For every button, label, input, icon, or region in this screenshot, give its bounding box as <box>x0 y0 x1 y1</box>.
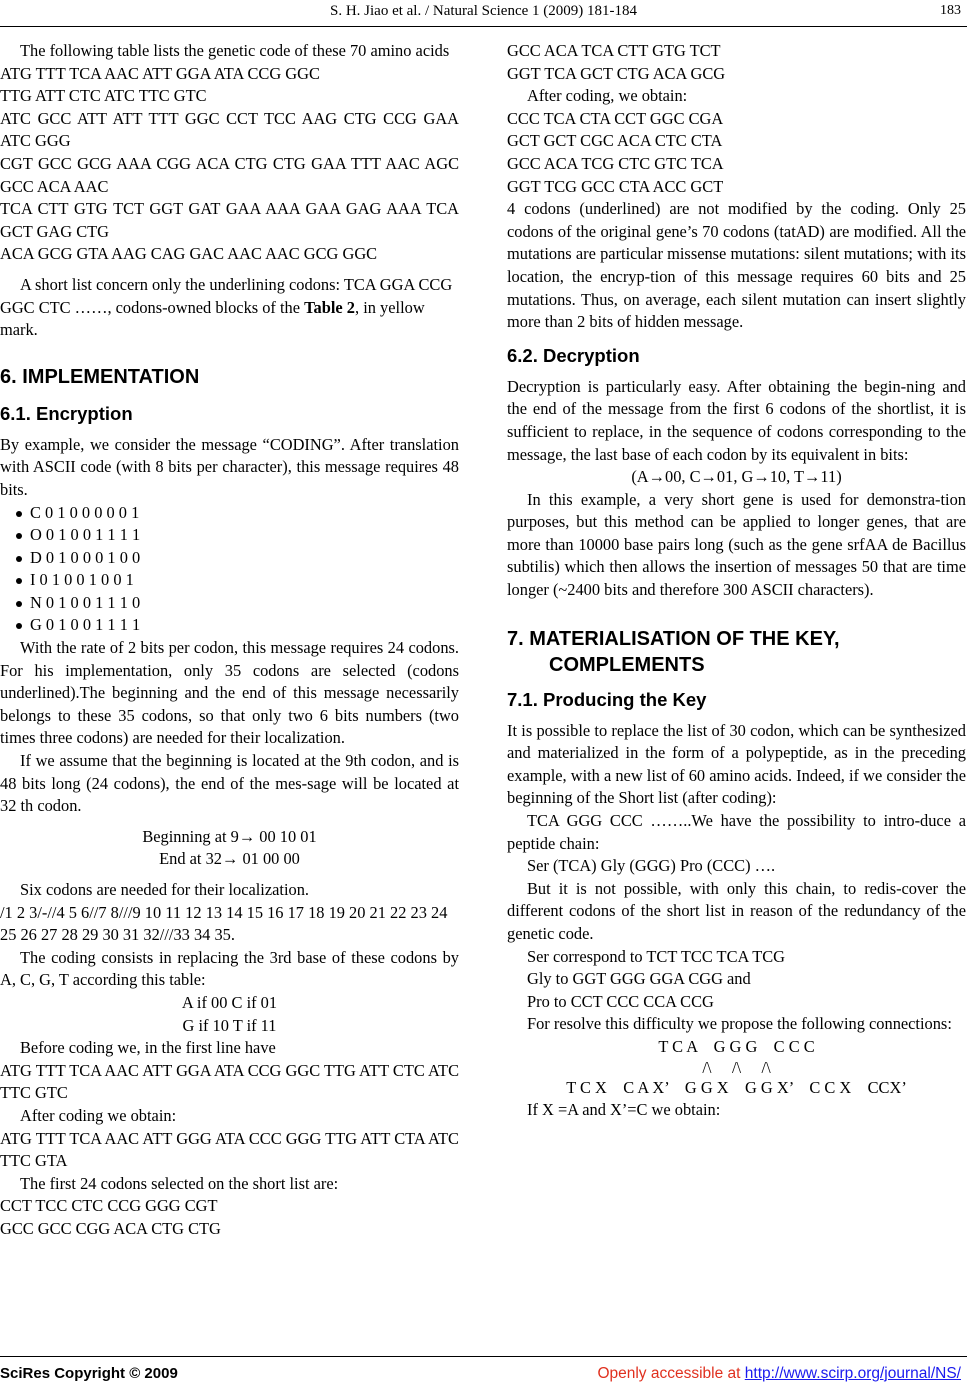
key-paragraph: It is possible to replace the list of 30 codon, which can be synthesized and materialized in the form of a polypeptide, as in the preceding example, with a new list of 60 amino acids. Indeed, if we consider the beginning of the Short list (after coding): <box>507 720 966 808</box>
section-heading-materialisation: 7. MATERIALISATION OF THE KEY, COMPLEMENTS <box>507 627 840 676</box>
shortlist-row: GCC ACA TCA CTT GTG TCT <box>507 41 721 60</box>
shortlist-row: CCT TCC CTC CCG GGG CGT <box>0 1196 218 1216</box>
peptide-chain: Ser (TCA) Gly (GGG) Pro (CCC) …. <box>527 856 776 876</box>
table-reference[interactable]: Table 2 <box>304 297 355 317</box>
list-item: O 0 1 0 0 1 1 1 1 <box>16 524 459 547</box>
subsection-heading-encryption: 6.1. Encryption <box>0 402 133 424</box>
section-heading-implementation: 6. IMPLEMENTATION <box>0 365 200 388</box>
if-x-line: If X =A and X’=C we obtain: <box>527 1100 721 1120</box>
code-line: TCA CTT GTG TCT GGT GAT GAA AAA GAA GAG AAA TCA GCT GAG CTG <box>0 199 459 241</box>
after-line: After coding we obtain: <box>20 1105 177 1125</box>
encryption-paragraph: By example, we consider the message “CODING”. After translation with ASCII code (with 8 bits per character), this message requires 48 bits. <box>0 434 459 499</box>
bit-list <box>0 502 459 638</box>
shortlist-paragraph: A short list concern only the underlining codons: TCA GGA CCG GGC CTC ……, codons-owned blocks of the Table 2, in yellow mark. <box>0 274 453 340</box>
list-item: C 0 1 0 0 0 0 0 1 <box>16 502 459 525</box>
code-line: TTG ATT CTC ATC TTC GTC <box>0 86 207 106</box>
page-footer <box>0 1356 967 1389</box>
subsection-heading-decryption: 6.2. Decryption <box>507 344 640 366</box>
modified-paragraph: 4 codons (underlined) are not modified by the coding. Only 25 codons of the original gene’s 70 codons (tatAD) are modified. All the mutations are particular missense mutations: silent mutations; with its location, the encryp-tion of this message requires 60 bits and 25 mutations. Thus, on average, each silent mutation can insert slightly more than 2 bits of hidden message. <box>507 199 966 332</box>
end-line: End at 32→ 01 00 00 <box>159 849 300 869</box>
redundancy-paragraph: But it is not possible, with only this chain, to redis-cover the different codons of the short list in reason of the redundancy of the genetic code. <box>507 878 966 943</box>
resolve-paragraph: For resolve this difficulty we propose the following connections: <box>527 1014 952 1034</box>
result-row: GCC ACA TCG CTC GTC TCA <box>507 153 724 173</box>
result-row: GCT GCT CGC ACA CTC CTA <box>507 131 723 151</box>
code-line: ACA GCG GTA AAG CAG GAC AAC AAC GCG GGC <box>0 244 378 264</box>
mapping-line: A if 00 C if 01 <box>181 992 278 1012</box>
list-item: D 0 1 0 0 0 1 0 0 <box>16 547 459 570</box>
gly-line: Gly to GGT GGG GGA CGG and <box>527 969 751 989</box>
connection-branches: /\ /\ /\ <box>702 1057 771 1077</box>
decryption-paragraph: Decryption is particularly easy. After obtaining the begin-ning and the end of the message from the first 6 codons of the shortlist, it is sufficient to replace, in the sequence of codons corresponding to the message, the last base of each codon by its equivalent in bits: <box>507 376 966 464</box>
copyright-notice: SciRes Copyright © 2009 <box>0 1365 178 1382</box>
peptide-paragraph: TCA GGG CCC ……..We have the possibility to intro-duce a peptide chain: <box>507 811 966 853</box>
running-header <box>0 0 967 27</box>
first24-line: The first 24 codons selected on the short list are: <box>20 1173 339 1193</box>
connection-codons: T C A G G G C C C <box>658 1036 815 1056</box>
list-item: G 0 1 0 0 1 1 1 1 <box>16 614 459 637</box>
coding-paragraph: The coding consists in replacing the 3rd base of these codons by A, C, G, T according this table: <box>0 947 459 990</box>
left-column <box>0 40 459 1241</box>
beginning-line: Beginning at 9→ 00 10 01 <box>142 826 317 846</box>
shortlist-row: GGT TCA GCT CTG ACA GCG <box>507 63 726 83</box>
journal-link[interactable]: http://www.scirp.org/journal/NS/ <box>744 1365 961 1382</box>
code-line: CGT GCC GCG AAA CGG ACA CTG CTG GAA TTT AAC AGC GCC ACA AAC <box>0 153 459 196</box>
pro-line: Pro to CCT CCC CCA CCG <box>527 991 714 1011</box>
right-column <box>507 40 966 1122</box>
ser-line: Ser correspond to TCT TCC TCA TCG <box>527 946 786 966</box>
six-codons-line: Six codons are needed for their localization. <box>20 880 310 899</box>
page-number: 183 <box>940 3 961 18</box>
after-coding-line: After coding, we obtain: <box>527 86 688 106</box>
after-sequence: ATG TTT TCA AAC ATT GGG ATA CCC GGG TTG ATT CTA ATC TTC GTA <box>0 1128 459 1171</box>
before-sequence: ATG TTT TCA AAC ATT GGA ATA CCG GGC TTG ATT CTC ATC TTC GTC <box>0 1060 459 1103</box>
open-access-notice: Openly accessible at http://www.scirp.org/journal/NS/ <box>597 1365 961 1382</box>
codon-sequence: /1 2 3/-//4 5 6//7 8///9 10 11 12 13 14 15 16 17 18 19 20 21 22 23 24 25 26 27 28 29 30 31 32///33 34 35. <box>0 902 448 945</box>
result-row: CCC TCA CTA CCT GGC CGA <box>507 108 724 128</box>
decryption-mapping: (A→00, C→01, G→10, T→11) <box>631 467 842 487</box>
before-line: Before coding we, in the first line have <box>20 1038 276 1058</box>
running-title: S. H. Jiao et al. / Natural Science 1 (2009) 181-184 <box>329 3 637 19</box>
subsection-heading-producing-key: 7.1. Producing the Key <box>507 688 707 710</box>
rate-paragraph: With the rate of 2 bits per codon, this message requires 24 codons. For his implementation, only 35 codons are selected (codons underlined).The beginning and the end of this message necessarily belongs to these 35 codons, so that only two 6 bits numbers (two times three codons) are needed for their localization. <box>0 638 459 748</box>
list-item: N 0 1 0 0 1 1 1 0 <box>16 592 459 615</box>
example-paragraph: In this example, a very short gene is used for demonstra-tion purposes, but this method can be applied to longer genes, that are more than 10000 base pairs long (such as the gene srfAA de Bacillus subtilis) which then allows the insertion of messages 50 that are time longer (~2400 bits and therefore 300 ASCII characters). <box>507 489 966 600</box>
connection-variants: T C X C A X’ G G X G G X’ C C X CCX’ <box>566 1077 907 1097</box>
code-line: ATG TTT TCA AAC ATT GGA ATA CCG GGC <box>0 63 320 83</box>
mapping-line: G if 10 T if 11 <box>182 1015 277 1035</box>
assume-paragraph: If we assume that the beginning is located at the 9th codon, and is 48 bits long (24 codons), the end of the mes-sage will be located at 32 th codon. <box>0 751 459 816</box>
list-item: I 0 1 0 0 1 0 0 1 <box>16 569 459 592</box>
result-row: GGT TCG GCC CTA ACC GCT <box>507 176 724 196</box>
shortlist-row: GCC GCC CGG ACA CTG CTG <box>0 1218 221 1238</box>
code-line: ATC GCC ATT ATT TTT GGC CCT TCC AAG CTG CCG GAA ATC GGG <box>0 108 459 151</box>
intro-paragraph: The following table lists the genetic code of these 70 amino acids <box>20 41 450 60</box>
